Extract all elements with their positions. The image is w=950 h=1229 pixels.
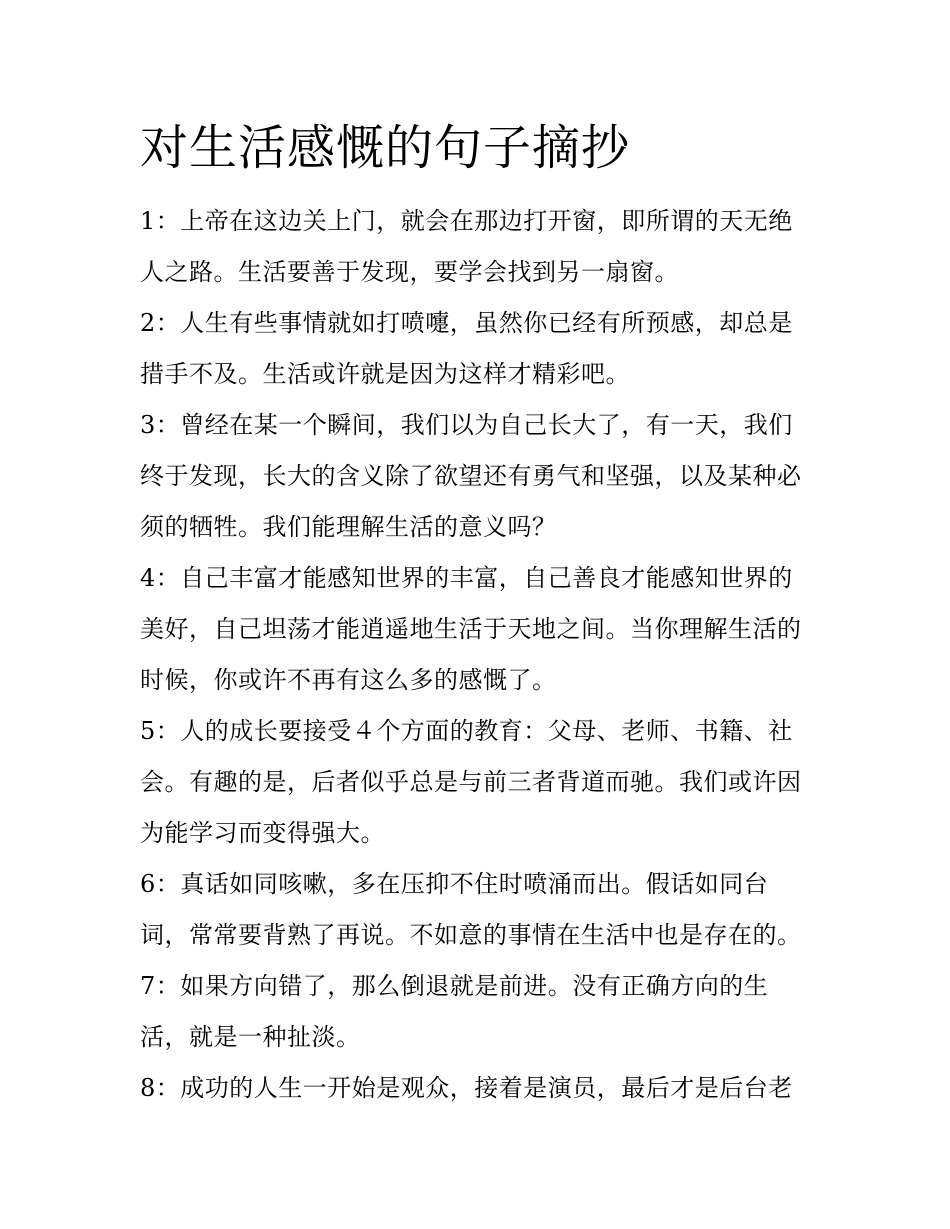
text-line: 4：自己丰富才能感知世界的丰富，自己善良才能感知世界的 bbox=[140, 564, 793, 592]
text-line: 1：上帝在这边关上门，就会在那边打开窗，即所谓的天无绝 bbox=[140, 207, 793, 235]
text-line: 词，常常要背熟了再说。不如意的事情在生活中也是存在的。 bbox=[140, 921, 802, 949]
text-line: 2：人生有些事情就如打喷嚏，虽然你已经有所预感，却总是 bbox=[140, 309, 793, 337]
text-line: 会。有趣的是，后者似乎总是与前三者背道而驰。我们或许因 bbox=[140, 768, 802, 796]
page-title: 对生活感慨的句子摘抄 bbox=[140, 120, 631, 176]
text-line: 3：曾经在某一个瞬间，我们以为自己长大了，有一天，我们 bbox=[140, 411, 793, 439]
text-line: 终于发现，长大的含义除了欲望还有勇气和坚强，以及某种必 bbox=[140, 462, 802, 490]
text-line: 7：如果方向错了，那么倒退就是前进。没有正确方向的生 bbox=[140, 972, 769, 1000]
text-line: 措手不及。生活或许就是因为这样才精彩吧。 bbox=[140, 360, 630, 388]
text-line: 6：真话如同咳嗽，多在压抑不住时喷涌而出。假话如同台 bbox=[140, 870, 769, 898]
text-line: 人之路。生活要善于发现，要学会找到另一扇窗。 bbox=[140, 258, 679, 286]
text-line: 时候，你或许不再有这么多的感慨了。 bbox=[140, 666, 557, 694]
text-line: 活，就是一种扯淡。 bbox=[140, 1023, 361, 1051]
text-line: 美好，自己坦荡才能逍遥地生活于天地之间。当你理解生活的 bbox=[140, 615, 802, 643]
text-line: 8：成功的人生一开始是观众，接着是演员，最后才是后台老 bbox=[140, 1074, 793, 1102]
text-line: 为能学习而变得强大。 bbox=[140, 819, 385, 847]
text-line: 须的牺牲。我们能理解生活的意义吗？ bbox=[140, 513, 557, 541]
body-text bbox=[140, 196, 820, 1114]
text-line: 5：人的成长要接受４个方面的教育：父母、老师、书籍、社 bbox=[140, 717, 793, 745]
